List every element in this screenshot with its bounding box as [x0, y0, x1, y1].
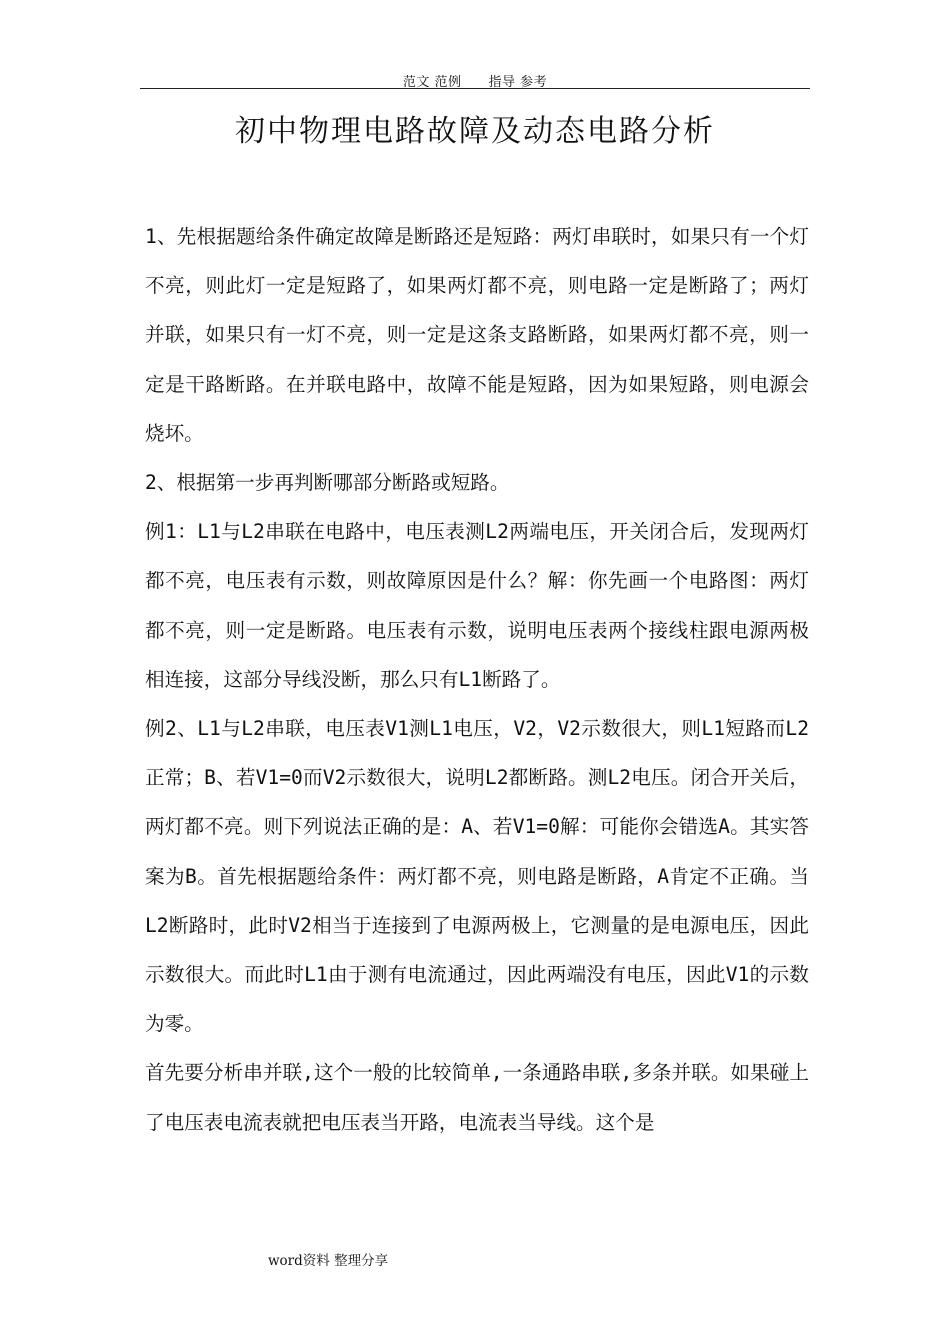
- paragraph-1: 1、先根据题给条件确定故障是断路还是短路：两灯串联时，如果只有一个灯不亮，则此灯一定是短路了，如果两灯都不亮，则电路一定是断路了；两灯并联，如果只有一灯不亮，则一定是这条支路断路，如果两灯都不亮，则一定是干路断路。在并联电路中，故障不能是短路，因为如果短路，则电源会烧坏。: [145, 225, 809, 445]
- paragraph-2: 2、根据第一步再判断哪部分断路或短路。: [145, 471, 510, 495]
- page-header: 范文 范例 指导 参考: [402, 75, 548, 90]
- paragraph-example-2: 例2、L1与L2串联，电压表V1测L1电压，V2，V2示数很大，则L1短路而L2正常；B、若V1=0而V2示数很大，说明L2都断路。测L2电压。闭合开关后，两灯都不亮。则下列说法正确的是：A、若V1=0解：可能你会错选A。其实答案为B。首先根据题给条件：两灯都不亮，则电路是断路，A肯定不正确。当L2断路时，此时V2相当于连接到了电源两极上，它测量的是电源电压，因此示数很大。而此时L1由于测有电流通过，因此两端没有电压，因此V1的示数为零。: [145, 717, 809, 1036]
- paragraph-example-1: 例1：L1与L2串联在电路中，电压表测L2两端电压，开关闭合后，发现两灯都不亮，电压表有示数，则故障原因是什么？解：你先画一个电路图：两灯都不亮，则一定是断路。电压表有示数，说明电压表两个接线柱跟电源两极相连接，这部分导线没断，那么只有L1断路了。: [145, 520, 809, 691]
- document-body: [145, 212, 809, 1147]
- page-footer: word资料 整理分享: [268, 1253, 389, 1269]
- paragraph-analysis: 首先要分析串并联,这个一般的比较简单,一条通路串联,多条并联。如果碰上了电压表电流表就把电压表当开路，电流表当导线。这个是: [145, 1061, 809, 1134]
- document-title: 初中物理电路故障及动态电路分析: [235, 114, 715, 149]
- header-divider: [140, 88, 810, 89]
